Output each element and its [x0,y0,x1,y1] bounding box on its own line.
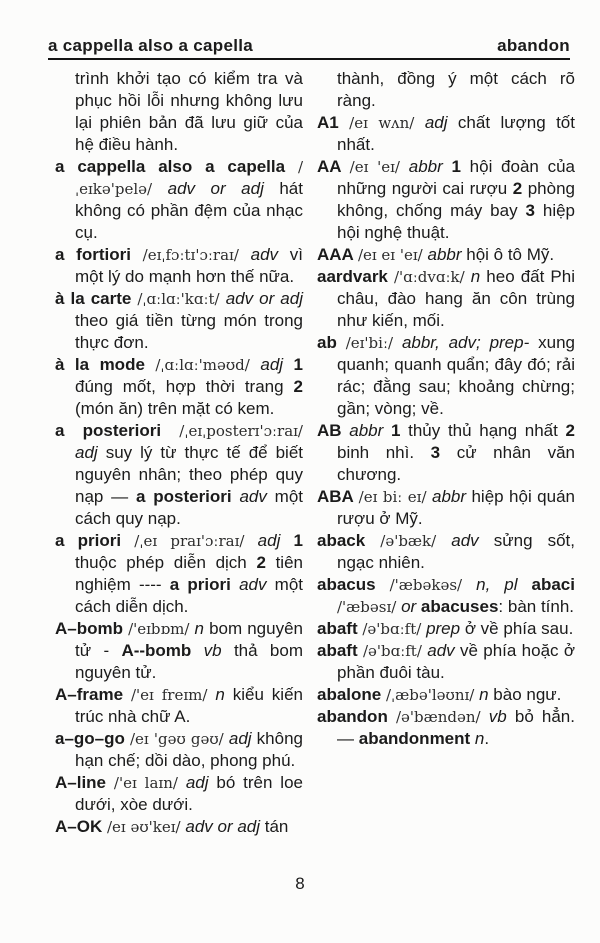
dictionary-entry [55,728,303,772]
definition-text: bỏ hẳn. — [337,707,575,748]
part-of-speech: n [470,267,487,286]
dictionary-entry [55,354,303,420]
headword-text: abaft [317,619,363,638]
headword-text: abaci [531,575,575,594]
part-of-speech: adv [239,487,275,506]
headword-text: a priori [169,575,240,594]
dictionary-entry [55,816,303,838]
right-column [317,68,575,838]
definition-text: một cách quy nạp. [75,487,303,528]
dictionary-entry [317,332,575,420]
definition-text: kiểu kiến trúc nhà chữ A. [75,685,303,726]
definition-text: theo giá tiền từng món trong thực đơn. [75,311,303,352]
dictionary-entry [55,684,303,728]
dictionary-entry [55,288,303,354]
definition-text: bó trên loe dưới, xòe dưới. [75,773,303,814]
part-of-speech: adj [75,443,106,462]
dictionary-entry [317,266,575,332]
definition-text: vì một lý do mạnh hơn thế nữa. [75,245,303,286]
headword-text: à la mode [55,355,156,374]
headword-text: A1 [317,113,350,132]
pronunciation: /eɪ 'eɪ/ [349,158,409,176]
definition-text: sửng sốt, ngạc nhiên. [337,531,575,572]
part-of-speech: n, pl [476,575,532,594]
headword-text: A–bomb [55,619,129,638]
definition-text: suy lý từ thực tế để biết nguyên nhân; theo phép quy nạp — [75,443,303,506]
definition-text: hiệp hội nghệ thuật. [337,201,575,242]
definition-text: thủy thủ hạng nhất [408,421,566,440]
headword-text: 2 [565,421,576,440]
definition-text: chất lượng tốt nhất. [337,113,575,154]
definition-text: không hạn chế; dồi dào, phong phú. [75,729,303,770]
headword-text: abacus [317,575,390,594]
headword-text: A–frame [55,685,131,704]
pronunciation: /'æbəkəs/ [389,576,477,594]
definition-text: : bàn tính. [498,597,575,616]
part-of-speech: abbr [427,245,467,264]
definition-text: thành, đồng ý một cách rõ ràng. [337,69,575,110]
headword-text: 2 [512,179,528,198]
pronunciation: /'eɪbɒm/ [128,620,195,638]
dictionary-entry [55,244,303,288]
dictionary-entry [55,156,303,244]
part-of-speech: adv or adj [225,289,303,308]
pronunciation: /ˌeɪ praɪ'ɔːraɪ/ [134,532,258,550]
pronunciation: /eɪ biː eɪ/ [358,488,432,506]
dictionary-entry [317,640,575,684]
pronunciation: /eɪ eɪ 'eɪ/ [357,246,428,264]
definition-text: heo đất Phi châu, đào hang ăn côn trùng như kiến, mối. [337,267,575,330]
headword-text: A–OK [55,817,107,836]
pronunciation: /eɪ 'gəʊ gəʊ/ [130,730,229,748]
headword-text: a–go–go [55,729,130,748]
part-of-speech: n [474,729,485,748]
definition-text: bào ngư. [493,685,562,704]
definition-text: hát không có phần đệm của nhạc cụ. [75,179,303,242]
headword-text: abalone [317,685,386,704]
dictionary-entry [317,706,575,750]
dictionary-entry [317,420,575,486]
headword-text: A--bomb [121,641,204,660]
pronunciation: /ˌɑːlɑː'məʊd/ [155,356,261,374]
part-of-speech: n [194,619,210,638]
definition-text: một cách diễn dịch. [75,575,303,616]
dictionary-entry [55,420,303,530]
part-of-speech: adj [424,113,458,132]
headword-text: a cappella also a capella [55,157,298,176]
headword-text: 2 [256,553,276,572]
part-of-speech: prep [426,619,465,638]
page-number: 8 [295,874,305,893]
pronunciation: /ə'bɑːft/ [362,620,427,638]
headword-text: ab [317,333,346,352]
entry-continuation [55,68,303,156]
pronunciation: /ə'bɑːft/ [362,642,428,660]
pronunciation: /eɪ'biː/ [345,334,402,352]
part-of-speech: adv [451,531,494,550]
definition-text: xung quanh; quanh quẩn; đây đó; rải rác; đằng sau; khoảng chừng; gần; vòng; về. [337,333,575,418]
dictionary-entry [317,574,575,618]
dictionary-entry [317,684,575,706]
headword-text: a posteriori [135,487,240,506]
left-column [55,68,303,838]
entry-continuation [317,68,575,112]
part-of-speech: abbr [408,157,452,176]
part-of-speech: adv or adj [185,817,265,836]
part-of-speech: adj [185,773,217,792]
part-of-speech: adv [250,245,290,264]
part-of-speech: n [215,685,233,704]
definition-text: ở về phía sau. [464,619,574,638]
dictionary-entry [317,486,575,530]
pronunciation: /ə'bæk/ [380,532,452,550]
dictionary-entry [317,112,575,156]
pronunciation: /'eɪ freɪm/ [130,686,216,704]
definition-text: tiên nghiệm ---- [75,553,303,594]
definition-text: hội ô tô Mỹ. [466,245,555,264]
running-head-right-word: abandon [497,36,570,55]
pronunciation: /ˌeɪkə'pelə/ [75,158,303,198]
headword-text: 1 [293,355,303,374]
pronunciation: /eɪ əʊ'keɪ/ [106,818,186,836]
part-of-speech: n [479,685,494,704]
definition-text: đúng mốt, hợp thời trang [75,377,294,396]
dictionary-entry [317,618,575,640]
headword-text: abandon [317,707,396,726]
dictionary-entry [317,156,575,244]
pronunciation: /eɪˌfɔːtɪ'ɔːraɪ/ [142,246,251,264]
part-of-speech: adj [228,729,257,748]
part-of-speech: adv [427,641,460,660]
headword-text: abacuses [420,597,499,616]
dictionary-entry [317,530,575,574]
definition-text: tán [264,817,289,836]
definition-text: hiệp hội quán rượu ở Mỹ. [337,487,575,528]
pronunciation: /ˌæbə'ləʊnɪ/ [385,686,480,704]
headword-text: 2 [293,377,303,396]
headword-text: aardvark [317,267,394,286]
headword-text: à la carte [55,289,138,308]
pronunciation: /ə'bændən/ [395,708,489,726]
headword-text: a fortiori [55,245,143,264]
headword-text: A–line [55,773,114,792]
two-column-text-block [55,68,575,838]
headword-text: 1 [293,531,303,550]
pronunciation: /ˌɑːlɑː'kɑːt/ [137,290,226,308]
headword-text: AA [317,157,350,176]
definition-text: hội đoàn của những người cai rượu [337,157,575,198]
part-of-speech: adj [257,531,294,550]
pronunciation: /eɪ wʌn/ [349,114,425,132]
dictionary-entry [55,530,303,618]
pronunciation: /'ɑːdvɑːk/ [393,268,471,286]
headword-text: a posteriori [55,421,180,440]
pronunciation: /'æbəsɪ/ [337,598,402,616]
dictionary-entry [317,244,575,266]
headword-text: 1 [451,157,470,176]
definition-text: thuộc phép diễn dịch [75,553,257,572]
headword-text: ABA [317,487,359,506]
part-of-speech: adv [239,575,275,594]
headword-text: 3 [525,201,543,220]
definition-text: binh nhì. [337,443,431,462]
headword-text: AAA [317,245,358,264]
definition-text: bom nguyên tử - [75,619,303,660]
headword-text: aback [317,531,381,550]
part-of-speech: or [401,597,421,616]
headword-text: a priori [55,531,135,550]
definition-text: . [484,729,490,748]
part-of-speech: abbr [432,487,472,506]
part-of-speech: vb [488,707,515,726]
definition-text: thả bom nguyên tử. [75,641,303,682]
headword-text: 3 [430,443,457,462]
definition-text: (món ăn) trên mặt có kem. [75,399,275,418]
headword-text: abandonment [358,729,475,748]
pronunciation: /ˌeɪˌposterɪ'ɔːraɪ/ [179,422,303,440]
headword-text: 1 [390,421,409,440]
part-of-speech: vb [203,641,234,660]
definition-text: trình khởi tạo có kiểm tra và phục hồi lỗi nhưng không lưu lại phiên bản đã lưu giữ của hệ điều hành. [75,69,303,154]
part-of-speech: adj [260,355,294,374]
definition-text: về phía hoặc ở phần đuôi tàu. [337,641,575,682]
page-footer [0,874,600,894]
part-of-speech: abbr [349,421,391,440]
definition-text: cử nhân văn chương. [337,443,575,484]
pronunciation: /'eɪ laɪn/ [113,774,186,792]
part-of-speech: adv or adj [167,179,280,198]
running-head-left-word: a cappella also a capella [48,36,254,55]
definition-text: phòng không, chống máy bay [337,179,575,220]
running-head [48,36,570,60]
dictionary-entry [55,772,303,816]
part-of-speech: abbr, adv; prep- [401,333,539,352]
headword-text: AB [317,421,350,440]
headword-text: abaft [317,641,363,660]
dictionary-entry [55,618,303,684]
